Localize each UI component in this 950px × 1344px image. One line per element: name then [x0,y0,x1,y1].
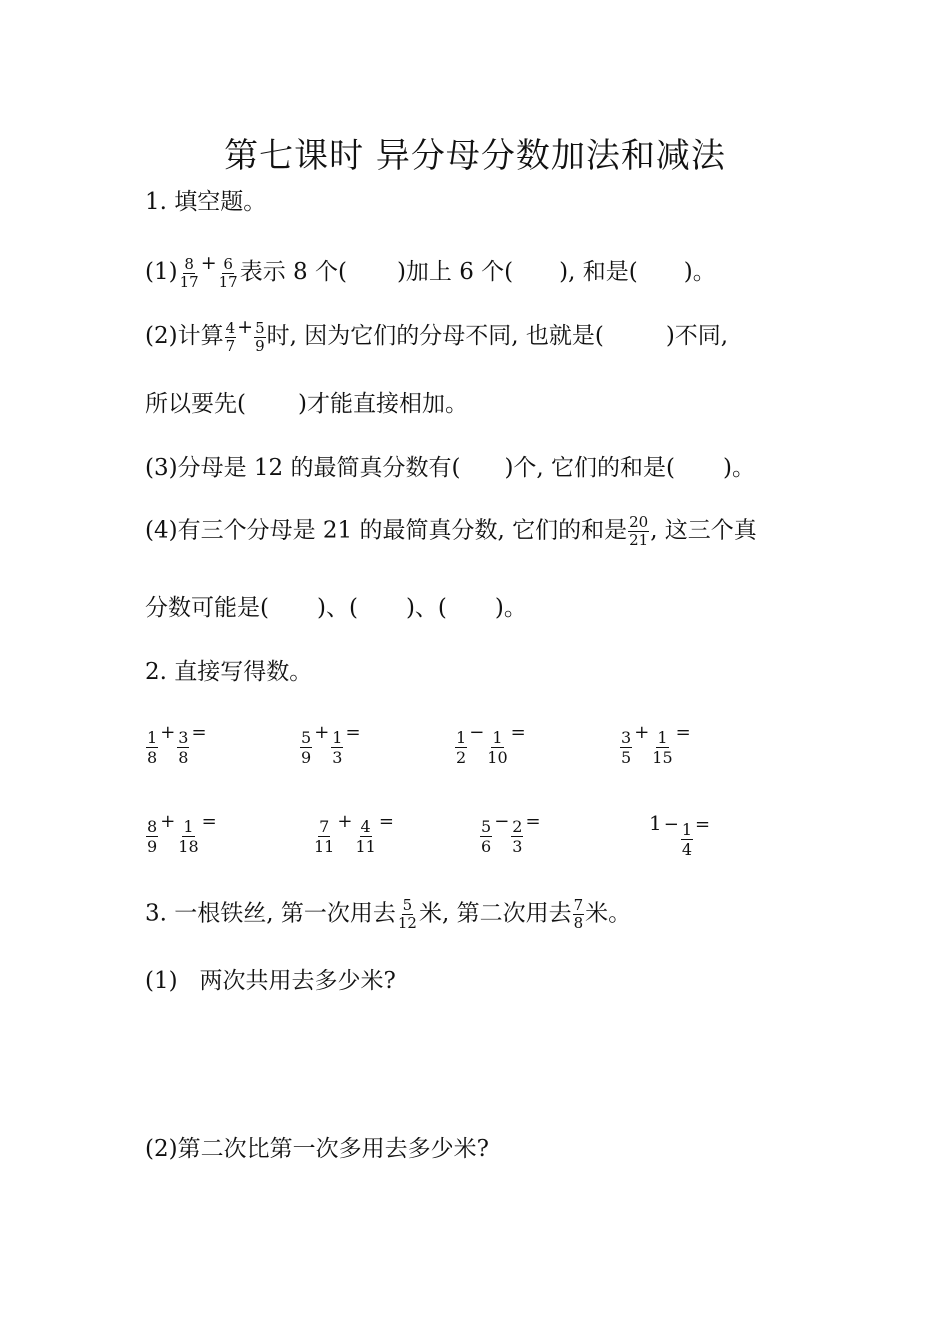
q1-part1: (1) $\frac{8}{17}$ + $\frac{6}{17}$ 表示 8 个( )加上 6 个( ), 和是( )。 [145,252,716,291]
q3-sub1: (1) 两次共用去多少米? [145,968,396,994]
calc-expression: $\frac{5}{9}$ + $\frac{1}{3}$ = [301,722,361,767]
fraction: $\frac{1}{2}$ [456,728,467,767]
plus-sign: + [237,316,254,338]
calc-expression: $\frac{5}{6}$ − $\frac{2}{3}$ = [481,811,541,856]
fraction: $\frac{4}{11}$ [355,817,376,856]
fraction: $\frac{1}{10}$ [487,728,508,767]
q1-part1-label: (1) [145,259,178,285]
fraction: $\frac{8}{9}$ [147,817,158,856]
fraction: $\frac{3}{5}$ [621,728,632,767]
q3-sub2: (2)第二次比第一次多用去多少米? [145,1136,489,1162]
fraction: $\frac{7}{11}$ [314,817,335,856]
q1-part4: (4)有三个分母是 21 的最简真分数, 它们的和是 $\frac{20}{21}$ , 这三个真 [145,513,757,549]
fraction: $\frac{3}{8}$ [178,728,189,767]
q1-heading: 1. 填空题。 [145,189,267,215]
page-title: 第七课时 异分母分数加法和减法 [224,136,726,176]
calc-expression: $\frac{3}{5}$ + $\frac{1}{15}$ = [621,722,691,767]
fraction: $\frac{5}{9}$ [255,318,265,355]
q3-statement: 3. 一根铁丝, 第一次用去 $\frac{5}{12}$ 米, 第二次用去 $\frac{7}{8}$ 米。 [145,896,632,932]
fraction: $\frac{1}{8}$ [147,728,158,767]
q1-part2-line2: 所以要先( )才能直接相加。 [145,391,468,417]
q1-part4-line2: 分数可能是( )、( )、( )。 [145,595,527,621]
q1-part3: (3)分母是 12 的最简真分数有( )个, 它们的和是( )。 [145,455,756,481]
fraction: $\frac{7}{8}$ [573,896,584,932]
fraction: $\frac{1}{4}$ [681,820,693,859]
fraction: $\frac{4}{7}$ [225,318,236,355]
calc-expression: $\frac{1}{8}$ + $\frac{3}{8}$ = [147,722,207,767]
calc-expression: $\frac{8}{9}$ + $\frac{1}{18}$ = [147,811,217,856]
fraction: $\frac{5}{6}$ [481,817,492,856]
calc-expression: $\frac{7}{11}$ + $\frac{4}{11}$ = [314,811,394,856]
calc-expression: 1 − $\frac{1}{4}$ = [649,811,711,859]
fraction: $\frac{6}{17}$ [218,254,238,291]
q2-heading: 2. 直接写得数。 [145,659,313,685]
fraction: $\frac{1}{18}$ [178,817,199,856]
fraction: $\frac{2}{3}$ [512,817,523,856]
plus-sign: + [200,252,217,274]
q1-part2: (2)计算 $\frac{4}{7}$ + $\frac{5}{9}$ 时, 因为它们的分母不同, 也就是( )不同, [145,316,729,355]
fraction: $\frac{1}{15}$ [652,728,673,767]
fraction: $\frac{5}{9}$ [301,728,312,767]
fraction: $\frac{5}{12}$ [397,896,417,932]
fraction: $\frac{20}{21}$ [629,513,649,549]
calc-expression: $\frac{1}{2}$ − $\frac{1}{10}$ = [456,722,526,767]
fraction: $\frac{8}{17}$ [179,254,199,291]
fraction: $\frac{1}{3}$ [332,728,343,767]
